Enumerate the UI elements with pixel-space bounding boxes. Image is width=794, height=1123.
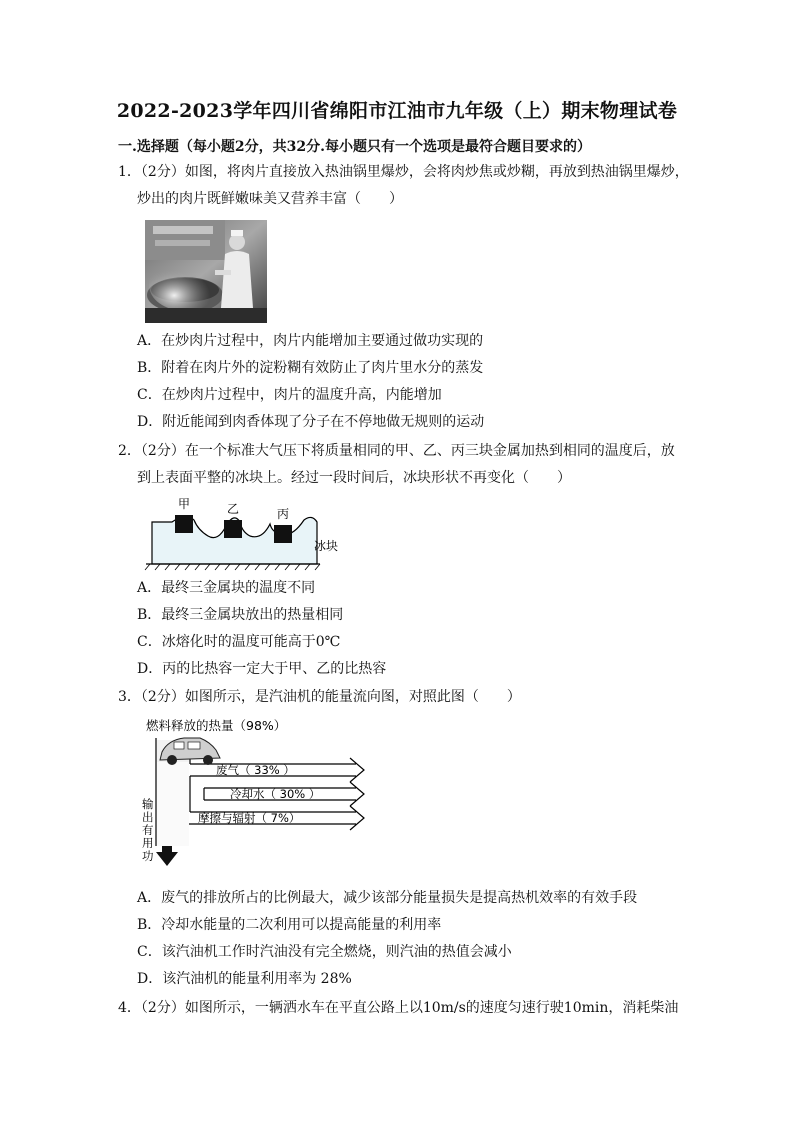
label-useful-3: 有 [142, 823, 154, 837]
question-3-option-b: B．冷却水能量的二次利用可以提高能量的利用率 [137, 917, 442, 933]
question-1-option-c: C．在炒肉片过程中，肉片的温度升高，内能增加 [137, 387, 442, 403]
question-1-line-1: 1．（2分）如图，将肉片直接放入热油锅里爆炒，会将肉炒焦或炒糊，再放到热油锅里爆炒， [118, 164, 689, 180]
label-exhaust: 废气（ 33% ） [216, 763, 295, 777]
block-jia [175, 515, 193, 533]
label-useful-1: 输 [142, 797, 154, 811]
question-2-line-2: 到上表面平整的冰块上。经过一段时间后，冰块形状不再变化（ ） [137, 470, 571, 486]
cooking-photo [145, 220, 267, 323]
label-fuel-heat: 燃料释放的热量（98%） [146, 718, 287, 733]
question-1-option-b: B．附着在肉片外的淀粉糊有效防止了肉片里水分的蒸发 [137, 360, 484, 376]
label-useful-2: 出 [142, 810, 154, 824]
label-bing: 丙 [277, 507, 290, 521]
label-friction-radiation: 摩擦与辐射（ 7%） [198, 811, 301, 825]
question-2-option-c: C．冰熔化时的温度可能高于0℃ [137, 634, 341, 650]
label-cooling-water: 冷却水（ 30% ） [230, 787, 321, 801]
question-1-line-2: 炒出的肉片既鲜嫩味美又营养丰富（ ） [137, 191, 403, 207]
question-1-option-d: D．附近能闻到肉香体现了分子在不停地做无规则的运动 [137, 414, 485, 430]
question-3-option-c: C．该汽油机工作时汽油没有完全燃烧，则汽油的热值会减小 [137, 944, 512, 960]
question-3-option-a: A．废气的排放所占的比例最大，减少该部分能量损失是提高热机效率的有效手段 [137, 890, 638, 906]
question-4-line-1: 4．（2分）如图所示，一辆洒水车在平直公路上以10m/s的速度匀速行驶10min，消耗柴油 [118, 1000, 679, 1016]
cooking-photo-image [145, 220, 267, 323]
section-heading: 一.选择题（每小题2分，共32分.每小题只有一个选项是最符合题目要求的） [118, 139, 591, 155]
ice-block-diagram [142, 492, 342, 574]
block-yi [224, 520, 242, 538]
label-useful-4: 用 [142, 836, 154, 850]
question-3-option-d: D．该汽油机的能量利用率为 28% [137, 971, 352, 987]
question-2-option-d: D．丙的比热容一定大于甲、乙的比热容 [137, 661, 387, 677]
block-bing [274, 525, 292, 543]
question-2-option-a: A．最终三金属块的温度不同 [137, 580, 316, 596]
energy-flow-figure [138, 716, 388, 874]
question-2-line-1: 2．（2分）在一个标准大气压下将质量相同的甲、乙、丙三块金属加热到相同的温度后，放 [118, 443, 675, 459]
page-title: 2022-2023学年四川省绵阳市江油市九年级（上）期末物理试卷 [116, 100, 678, 122]
label-ice-block: 冰块 [314, 539, 339, 553]
question-2-option-b: B．最终三金属块放出的热量相同 [137, 607, 344, 623]
label-jia: 甲 [178, 497, 191, 511]
question-1-option-a: A．在炒肉片过程中，肉片内能增加主要通过做功实现的 [137, 333, 484, 349]
label-useful-5: 功 [142, 849, 154, 863]
ice-block-figure [142, 492, 342, 574]
question-3-line-1: 3．（2分）如图所示，是汽油机的能量流向图，对照此图（ ） [118, 689, 521, 705]
label-yi: 乙 [227, 502, 240, 516]
energy-flow-diagram [138, 716, 388, 874]
